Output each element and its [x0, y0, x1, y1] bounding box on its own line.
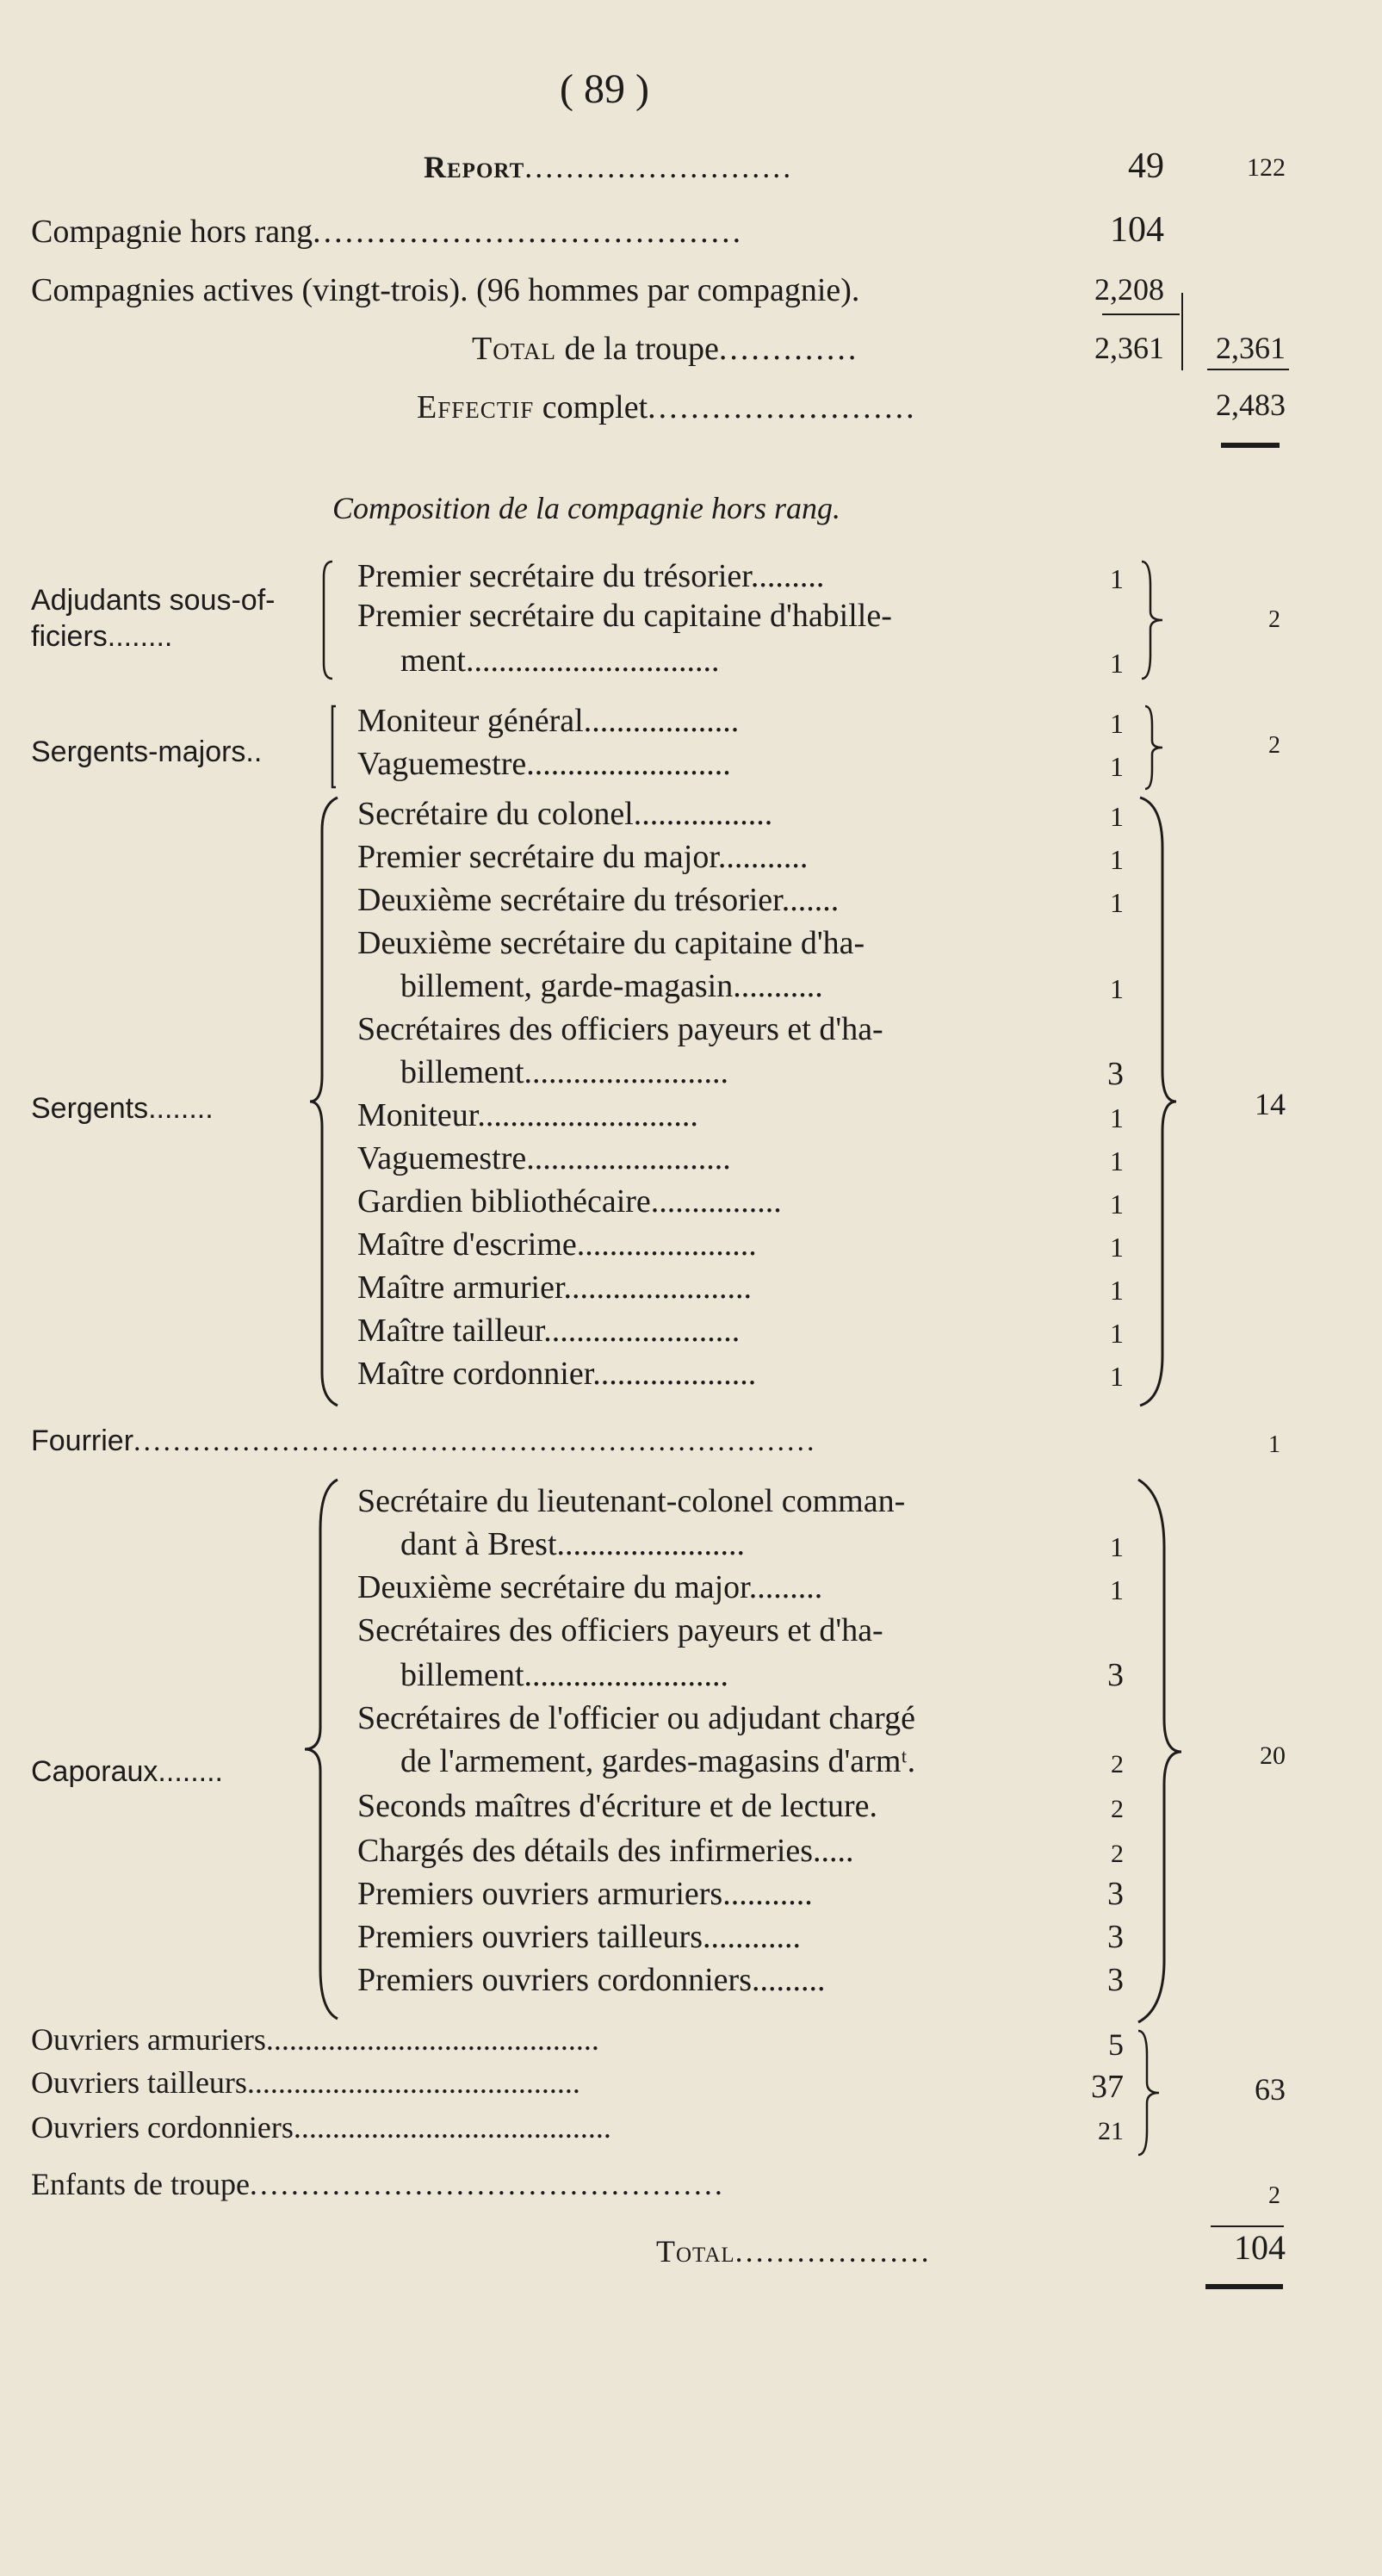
ouvriers-n-1: 37	[1091, 2069, 1124, 2105]
leaders: ...................	[734, 2234, 932, 2269]
caporaux-n-2: 1	[1110, 1574, 1124, 1605]
enfants-total: 2	[1268, 2182, 1280, 2209]
sergents-n-0: 1	[1110, 801, 1124, 832]
caporaux-total: 20	[1260, 1741, 1286, 1770]
rule-under-v1	[1102, 313, 1180, 315]
hors-rang-label: Compagnie hors rang	[31, 214, 313, 250]
caporaux-item-0: Secrétaire du lieutenant-colonel comman-	[357, 1483, 906, 1519]
actives-line: Compagnies actives (vingt-trois). (96 hommes par compagnie).	[31, 272, 860, 308]
leaders: .........................	[648, 389, 917, 425]
caporaux-item-8: Chargés des détails des infirmeries.....	[357, 1833, 854, 1869]
sergents-n-8: 1	[1110, 1145, 1124, 1176]
caporaux-n-11: 3	[1107, 1962, 1124, 1998]
sergents-majors-item-0: Moniteur général...................	[357, 703, 740, 739]
sergents-item-9: Gardien bibliothécaire................	[357, 1183, 782, 1220]
caporaux-n-4: 3	[1107, 1657, 1124, 1693]
report-line	[424, 152, 793, 183]
sergents-item-11: Maître armurier.......................	[357, 1269, 753, 1306]
caporaux-label: Caporaux........	[31, 1755, 223, 1788]
caporaux-item-7: Seconds maîtres d'écriture et de lecture.	[357, 1788, 878, 1824]
sergents-n-2: 1	[1110, 887, 1124, 918]
effectif-line	[417, 391, 917, 424]
caporaux-n-1: 1	[1110, 1531, 1124, 1562]
sergents-majors-total: 2	[1268, 732, 1280, 759]
adjudants-n-2: 1	[1110, 648, 1124, 679]
grand-total-line	[656, 2236, 932, 2267]
leaders: ..............................................	[249, 2167, 725, 2201]
caporaux-item-1: dant à Brest.......................	[400, 1526, 746, 1562]
report-v2: 122	[1247, 153, 1286, 182]
total-troupe-v2: 2,361	[1216, 331, 1286, 365]
fourrier-label: Fourrier	[31, 1425, 134, 1457]
sergents-item-6: billement.........................	[400, 1054, 729, 1090]
sergents-n-7: 1	[1110, 1102, 1124, 1133]
caporaux-n-9: 3	[1107, 1876, 1124, 1912]
sergents-item-5: Secrétaires des officiers payeurs et d'ha-	[357, 1011, 883, 1047]
total-label: Total	[472, 331, 557, 367]
hors-rang-v1: 104	[1110, 210, 1164, 250]
right-brace-ouvriers	[1135, 2029, 1164, 2158]
ouvriers-item-2: Ouvriers cordonniers.........................................	[31, 2110, 611, 2145]
caporaux-item-6: de l'armement, gardes-magasins d'armᵗ.	[400, 1743, 916, 1779]
rule-effectif	[1221, 443, 1280, 448]
actives-v1: 2,208	[1094, 272, 1164, 307]
sergents-majors-item-1: Vaguemestre.........................	[357, 746, 731, 782]
hors-rang-line	[31, 215, 743, 248]
caporaux-item-3: Secrétaires des officiers payeurs et d'ha-	[357, 1612, 883, 1648]
sergents-item-7: Moniteur...........................	[357, 1097, 698, 1133]
right-brace-sergents-majors	[1142, 705, 1168, 791]
ouvriers-n-2: 21	[1098, 2117, 1124, 2145]
section-title: Composition de la compagnie hors rang.	[332, 491, 840, 525]
caporaux-item-9: Premiers ouvriers armuriers...........	[357, 1876, 813, 1912]
leaders: .....................................................................	[133, 1425, 817, 1457]
sergents-n-1: 1	[1110, 844, 1124, 875]
sergents-n-6: 3	[1107, 1056, 1124, 1092]
effectif-label: Effectif	[417, 389, 535, 425]
adjudants-item-1: Premier secrétaire du capitaine d'habille-	[357, 598, 892, 634]
adjudants-item-0: Premier secrétaire du trésorier.........	[357, 558, 825, 594]
rule-under-v2	[1207, 369, 1289, 370]
sergents-item-12: Maître tailleur........................	[357, 1313, 741, 1349]
left-brace-sergents	[307, 796, 341, 1407]
caporaux-n-6: 2	[1111, 1750, 1124, 1778]
sergents-n-13: 1	[1110, 1361, 1124, 1392]
enfants-line	[31, 2169, 725, 2200]
left-brace-caporaux	[300, 1478, 341, 2020]
right-brace-caporaux	[1135, 1478, 1187, 2026]
page-number: ( 89 )	[560, 66, 649, 112]
ouvriers-item-0: Ouvriers armuriers...........................................	[31, 2022, 599, 2057]
caporaux-item-5: Secrétaires de l'officier ou adjudant chargé	[357, 1700, 915, 1736]
fourrier-total: 1	[1268, 1431, 1280, 1458]
ouvriers-n-0: 5	[1108, 2027, 1124, 2062]
sergents-label: Sergents........	[31, 1092, 214, 1125]
sergents-item-4: billement, garde-magasin...........	[400, 968, 823, 1004]
rule-below-total	[1205, 2284, 1283, 2289]
sergents-majors-label: Sergents-majors..	[31, 736, 263, 768]
left-brace-adjudants	[320, 560, 338, 680]
report-label: Report	[424, 150, 525, 184]
caporaux-n-10: 3	[1107, 1919, 1124, 1955]
adjudants-n-0: 1	[1110, 563, 1124, 594]
rule-right-v	[1181, 293, 1183, 370]
sergents-n-11: 1	[1110, 1275, 1124, 1306]
adjudants-label-2: ficiers........	[31, 620, 173, 653]
right-brace-sergents	[1137, 796, 1180, 1409]
leaders: ..........................	[524, 150, 794, 184]
caporaux-item-4: billement.........................	[400, 1657, 729, 1693]
caporaux-item-10: Premiers ouvriers tailleurs............	[357, 1919, 802, 1955]
caporaux-item-2: Deuxième secrétaire du major.........	[357, 1569, 823, 1605]
sergents-item-1: Premier secrétaire du major...........	[357, 839, 809, 875]
adjudants-total: 2	[1268, 606, 1280, 633]
fourrier-line	[31, 1426, 817, 1456]
sergents-n-10: 1	[1110, 1232, 1124, 1263]
sergents-majors-n-1: 1	[1110, 751, 1124, 782]
report-v1: 49	[1128, 146, 1164, 186]
total-rest: de la troupe	[564, 331, 719, 367]
effectif-rest: complet	[542, 389, 648, 425]
right-brace-adjudants	[1138, 560, 1168, 680]
grand-total-label: Total	[656, 2234, 735, 2269]
sergents-total: 14	[1255, 1087, 1286, 1121]
effectif-v2: 2,483	[1216, 388, 1286, 422]
enfants-label: Enfants de troupe	[31, 2167, 250, 2201]
sergents-majors-n-0: 1	[1110, 708, 1124, 739]
sergents-item-10: Maître d'escrime......................	[357, 1226, 757, 1263]
sergents-n-4: 1	[1110, 973, 1124, 1004]
sergents-n-12: 1	[1110, 1318, 1124, 1349]
grand-total-value: 104	[1234, 2228, 1286, 2267]
sergents-item-3: Deuxième secrétaire du capitaine d'ha-	[357, 925, 865, 961]
sergents-item-8: Vaguemestre.........................	[357, 1140, 731, 1176]
caporaux-n-7: 2	[1111, 1795, 1124, 1823]
caporaux-n-8: 2	[1111, 1840, 1124, 1868]
leaders: ........................................	[313, 214, 744, 250]
adjudants-label-1: Adjudants sous-of-	[31, 584, 276, 617]
caporaux-item-11: Premiers ouvriers cordonniers.........	[357, 1962, 826, 1998]
left-brace-sergents-majors	[327, 705, 341, 789]
total-troupe-v1: 2,361	[1094, 331, 1164, 365]
sergents-item-13: Maître cordonnier....................	[357, 1356, 757, 1392]
sergents-item-2: Deuxième secrétaire du trésorier.......	[357, 882, 840, 918]
sergents-item-0: Secrétaire du colonel.................	[357, 796, 773, 832]
leaders: .............	[718, 331, 859, 367]
rule-above-total	[1211, 2225, 1284, 2227]
adjudants-item-2: ment...............................	[400, 642, 720, 679]
ouvriers-item-1: Ouvriers tailleurs...........................................	[31, 2065, 580, 2100]
ouvriers-total: 63	[1255, 2072, 1286, 2107]
total-troupe-line	[472, 332, 858, 365]
sergents-n-9: 1	[1110, 1189, 1124, 1220]
